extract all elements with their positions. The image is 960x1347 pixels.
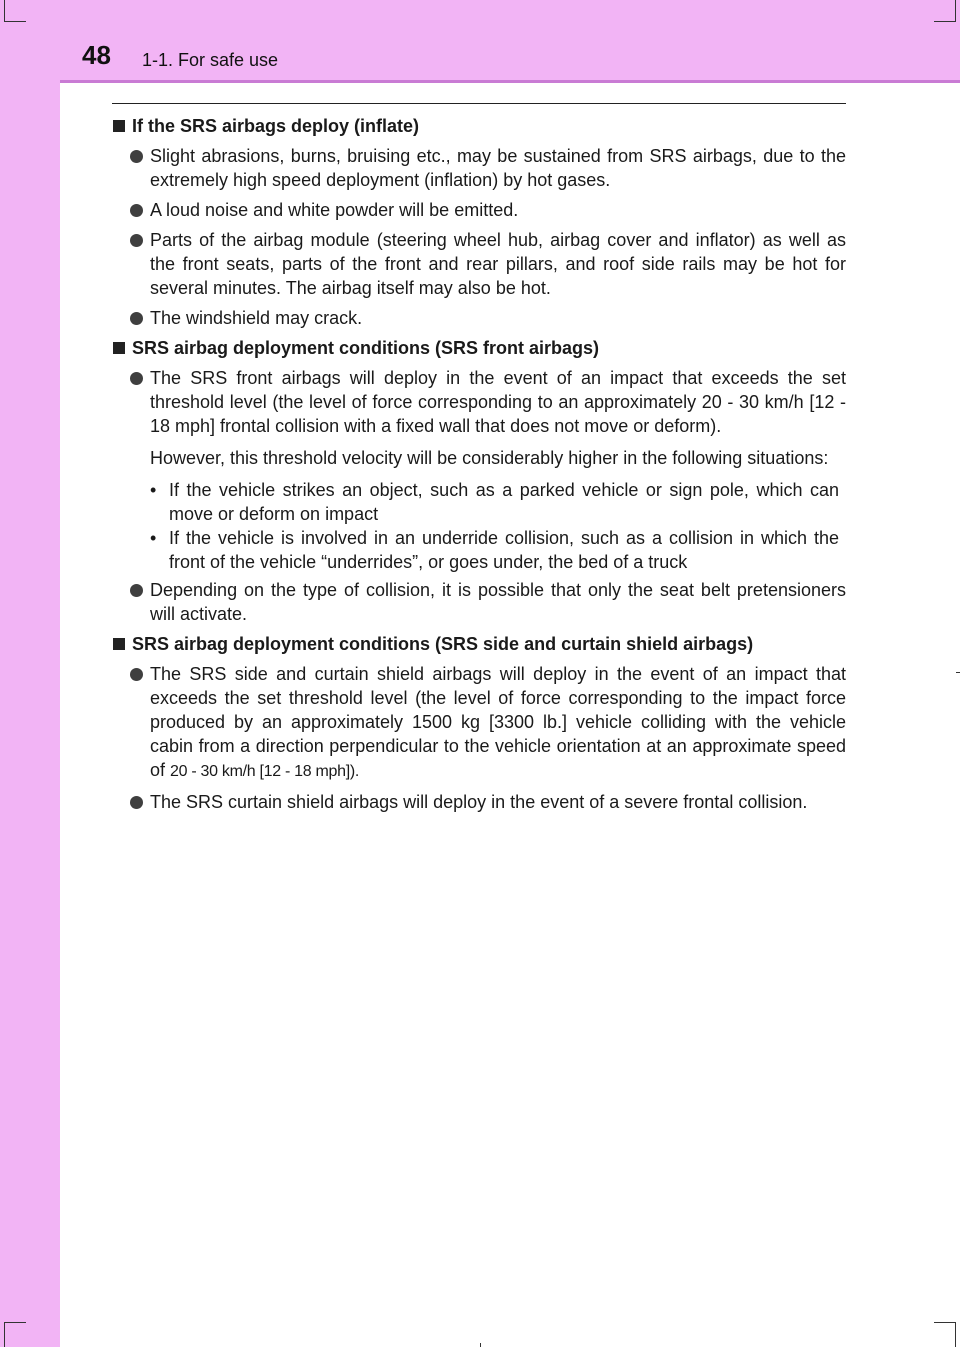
heading-text: SRS airbag deployment conditions (SRS side and curtain shield airbags) [132, 634, 754, 654]
crop-mark [956, 672, 960, 673]
list-item-text-small: 20 - 30 km/h [12 - 18 mph]). [170, 763, 360, 780]
page-content [112, 103, 846, 820]
crop-mark [955, 0, 956, 22]
circle-bullet-icon [130, 312, 143, 325]
circle-bullet-icon [130, 150, 143, 163]
crop-mark [4, 0, 5, 22]
header-divider [60, 80, 960, 83]
sub-list-item [150, 526, 839, 574]
dot-bullet-icon: • [150, 480, 157, 500]
square-bullet-icon [113, 120, 125, 132]
list-item [112, 366, 846, 438]
list-item-text: Depending on the type of collision, it is possible that only the seat belt pretensioners will activate. [150, 580, 846, 624]
threshold-note: However, this threshold velocity will be considerably higher in the following situations: [150, 448, 829, 468]
sub-list [112, 478, 846, 574]
heading-text: SRS airbag deployment conditions (SRS front airbags) [132, 338, 600, 358]
crop-mark [480, 1343, 481, 1347]
sub-list-item [150, 478, 839, 526]
list-item [112, 790, 846, 814]
crop-mark [4, 1322, 26, 1323]
crop-mark [4, 21, 26, 22]
list-item-text: Slight abrasions, burns, bruising etc., may be sustained from SRS airbags, due to the extremely high speed deployment (inflation) by hot gases. [150, 146, 846, 190]
heading-side-airbags [112, 632, 846, 656]
list-item-text: The SRS curtain shield airbags will deploy in the event of a severe frontal collision. [150, 792, 808, 812]
page-number: 48 [82, 40, 111, 70]
sub-list-item-text: If the vehicle strikes an object, such as a parked vehicle or sign pole, which can move or deform on impact [169, 480, 839, 524]
list-item-text: The SRS front airbags will deploy in the event of an impact that exceeds the set threshold level (the level of force corresponding to an approximately 20 - 30 km/h [12 - 18 mph] frontal collision with a fixed wall that does not move or deform). [150, 368, 846, 436]
circle-bullet-icon [130, 668, 143, 681]
side-color-band [0, 0, 60, 1347]
list-item [112, 228, 846, 300]
list-item-text: A loud noise and white powder will be emitted. [150, 200, 519, 220]
circle-bullet-icon [130, 234, 143, 247]
list-item-text: The windshield may crack. [150, 308, 363, 328]
crop-mark [934, 21, 956, 22]
list-item [112, 306, 846, 330]
crop-mark [955, 1322, 956, 1347]
list-item [112, 144, 846, 192]
circle-bullet-icon [130, 204, 143, 217]
list-item [112, 578, 846, 626]
circle-bullet-icon [130, 584, 143, 597]
heading-airbag-deploy [112, 114, 846, 138]
crop-mark [934, 1322, 956, 1323]
section-title: 1-1. For safe use [142, 50, 279, 70]
square-bullet-icon [113, 342, 125, 354]
dot-bullet-icon: • [150, 528, 157, 548]
list-item [112, 662, 846, 784]
heading-front-airbags [112, 336, 846, 360]
heading-text: If the SRS airbags deploy (inflate) [132, 116, 420, 136]
square-bullet-icon [113, 638, 125, 650]
crop-mark [4, 1322, 5, 1347]
sub-list-item-text: If the vehicle is involved in an underride collision, such as a collision in which the front of the vehicle “underrides”, or goes under, the bed of a truck [169, 528, 839, 572]
circle-bullet-icon [130, 796, 143, 809]
list-item-text: The SRS side and curtain shield airbags will deploy in the event of an impact that exceeds the set threshold level (the level of force corresponding to the impact force produced by an approximately 1500 kg [3300 lb.] vehicle colliding with the vehicle cabin from a direction perpendicular to the vehicle orientation at an approximate speed of [150, 664, 846, 780]
circle-bullet-icon [130, 372, 143, 385]
list-item-text: Parts of the airbag module (steering wheel hub, airbag cover and inflator) as well as the front seats, parts of the front and rear pillars, and roof side rails may be hot for several minutes. The airbag itself may also be hot. [150, 230, 846, 298]
list-item [112, 198, 846, 222]
